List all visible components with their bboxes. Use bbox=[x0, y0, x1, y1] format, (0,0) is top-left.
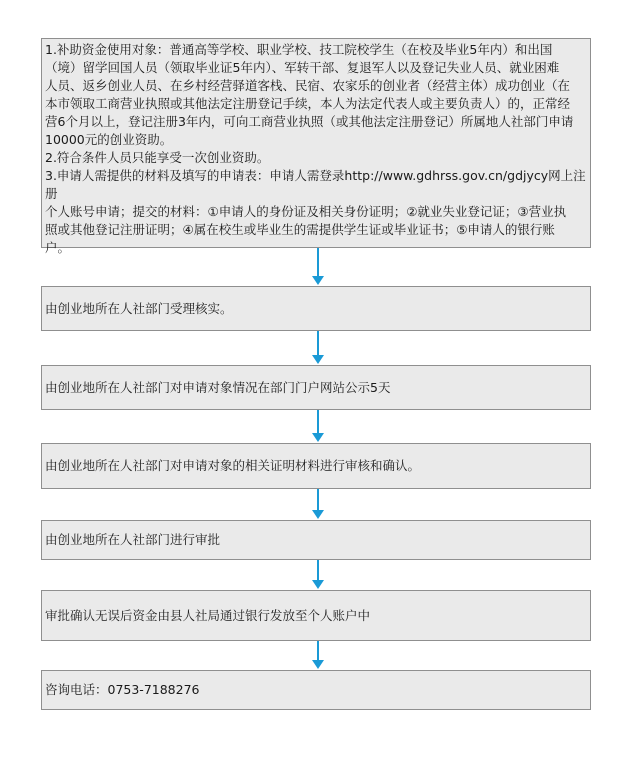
flow-step-disburse bbox=[41, 590, 591, 641]
step-text: 审批确认无误后资金由县人社局通过银行发放至个人账户中 bbox=[45, 607, 371, 623]
eligibility-line: 个人账号申请；提交的材料：①申请人的身份证及相关身份证明；②就业失业登记证；③营业执 bbox=[45, 204, 567, 219]
step-text: 由创业地所在人社部门对申请对象情况在部门门户网站公示5天 bbox=[45, 379, 391, 395]
eligibility-text bbox=[42, 39, 590, 259]
contact-phone: 咨询电话：0753-7188276 bbox=[45, 682, 200, 697]
eligibility-line: 2.符合条件人员只能享受一次创业资助。 bbox=[45, 150, 270, 165]
eligibility-line: 本市领取工商营业执照或其他法定注册登记手续，本人为法定代表人或主要负责人）的，正常经 bbox=[45, 96, 571, 111]
eligibility-line: 1.补助资金使用对象：普通高等学校、职业学校、技工院校学生（在校及毕业5年内）和出国 bbox=[45, 42, 553, 57]
flow-step-eligibility bbox=[41, 38, 591, 255]
flow-step-accept bbox=[41, 286, 591, 331]
step-text: 由创业地所在人社部门受理核实。 bbox=[45, 300, 233, 316]
eligibility-line: 照或其他登记注册证明；④属在校生或毕业生的需提供学生证或毕业证书；⑤申请人的银行账 bbox=[45, 222, 555, 237]
flow-arrow-down-icon bbox=[308, 489, 328, 520]
flow-arrow-down-icon bbox=[308, 410, 328, 443]
flow-step-approve bbox=[41, 520, 591, 560]
eligibility-line: 户。 bbox=[45, 240, 71, 255]
flow-arrow-down-icon bbox=[308, 560, 328, 590]
step-text: 由创业地所在人社部门进行审批 bbox=[45, 532, 221, 547]
flow-step-contact bbox=[41, 670, 591, 710]
step-text: 由创业地所在人社部门对申请对象的相关证明材料进行审核和确认。 bbox=[45, 458, 421, 473]
eligibility-line: 3.申请人需提供的材料及填写的申请表：申请人需登录http://www.gdhrss.gov.cn/gdjycy网上注册 bbox=[45, 168, 586, 201]
flow-arrow-down-icon bbox=[308, 248, 328, 286]
flow-arrow-down-icon bbox=[308, 331, 328, 365]
eligibility-line: 人员、返乡创业人员、在乡村经营驿道客栈、民宿、农家乐的创业者（经营主体）成功创业（在 bbox=[45, 78, 571, 93]
eligibility-line: 10000元的创业资助。 bbox=[45, 132, 173, 147]
eligibility-line: （境）留学回国人员（领取毕业证5年内）、军转干部、复退军人以及登记失业人员、就业困难 bbox=[45, 60, 560, 75]
flow-step-publicize bbox=[41, 365, 591, 410]
flow-arrow-down-icon bbox=[308, 641, 328, 670]
flow-step-review bbox=[41, 443, 591, 489]
eligibility-line: 营6个月以上，登记注册3年内，可向工商营业执照（或其他法定注册登记）所属地人社部门申请 bbox=[45, 114, 574, 129]
